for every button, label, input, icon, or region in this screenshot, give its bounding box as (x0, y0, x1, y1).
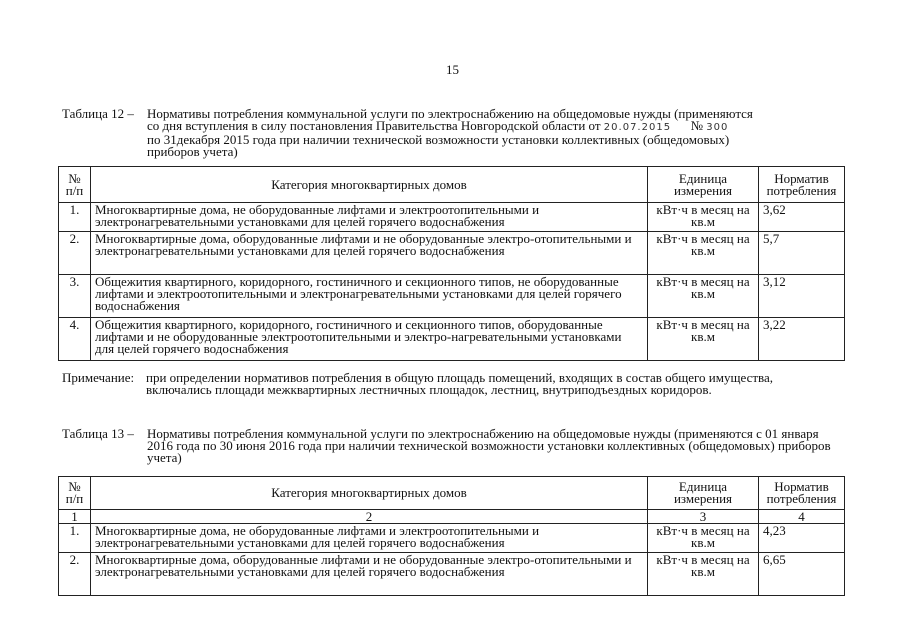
table12-label: Таблица 12 – (62, 106, 134, 121)
table12-title-line3: по 31декабря 2015 года при наличии технической возможности установки коллективных (общедомовых) (147, 132, 730, 147)
header-unit: Единица измерения (648, 167, 759, 203)
note-text: при определении нормативов потребления в общую площадь помещений, входящих в состав общего имущества, включались площади межквартирных лестничных площадок, лестниц, внутриподъездных коридоров. (146, 370, 774, 397)
table12-note (62, 372, 832, 396)
table12-caption (62, 108, 832, 158)
header-category: Категория многоквартирных домов (91, 167, 648, 203)
header-number: № п/п (59, 477, 91, 510)
table12-title-line4: приборов учета) (147, 144, 238, 159)
table13-label: Таблица 13 – (62, 426, 134, 441)
column-index-row: 1 2 3 4 (59, 510, 845, 524)
table13-caption (62, 428, 832, 464)
table-row: 3. Общежития квартирного, коридорного, гостиничного и секционного типов, не оборудованные лифтами и электроотопительными и электронагревательными установками для целей горячего водоснабжения кВт·ч в месяц на кв.м 3,12 (59, 275, 845, 318)
table-row: 1. Многоквартирные дома, не оборудованные лифтами и электроотопительными и электронагревательными установками для целей горячего водоснабжения кВт·ч в месяц на кв.м 3,62 (59, 203, 845, 232)
table-row: 4. Общежития квартирного, коридорного, гостиничного и секционного типов, оборудованные лифтами и не оборудованные электроотопительными и электро-нагревательными установками для целей горячего водоснабжения кВт·ч в месяц на кв.м 3,22 (59, 318, 845, 361)
header-unit: Единица измерения (648, 477, 759, 510)
table-row: 2. Многоквартирные дома, оборудованные лифтами и не оборудованные электро-отопительными и электронагревательными установками для целей горячего водоснабжения кВт·ч в месяц на кв.м 6,65 (59, 553, 845, 596)
table12-title-line2: со дня вступления в силу постановления Правительства Новгородской области от 20.07.2015 № 300 (147, 118, 729, 133)
table-row: 2. Многоквартирные дома, оборудованные лифтами и не оборудованные электро-отопительными и электронагревательными установками для целей горячего водоснабжения кВт·ч в месяц на кв.м 5,7 (59, 232, 845, 275)
page-number: 15 (446, 62, 459, 77)
header-norm: Норматив потребления (759, 477, 845, 510)
table13 (58, 476, 845, 596)
table-row: 1. Многоквартирные дома, не оборудованные лифтами и электроотопительными и электронагревательными установками для целей горячего водоснабжения кВт·ч в месяц на кв.м 4,23 (59, 524, 845, 553)
handwritten-number: 300 (706, 122, 729, 133)
table12-title (147, 108, 832, 158)
header-norm: Норматив потребления (759, 167, 845, 203)
table12 (58, 166, 845, 361)
table12-header-row (59, 167, 845, 203)
handwritten-date: 20.07.2015 (603, 122, 672, 133)
note-label: Примечание: (62, 370, 135, 385)
table12-title-line1: Нормативы потребления коммунальной услуги по электроснабжению на общедомовые нужды (применяются (147, 106, 753, 121)
table13-header-row (59, 477, 845, 510)
table13-title: Нормативы потребления коммунальной услуги по электроснабжению на общедомовые нужды (применяются с 01 января 2016 года по 30 июня 2016 года при наличии технической возможности установки коллективных (общедомовых) приборов учета) (147, 426, 831, 465)
header-category: Категория многоквартирных домов (91, 477, 648, 510)
header-number: № п/п (59, 167, 91, 203)
